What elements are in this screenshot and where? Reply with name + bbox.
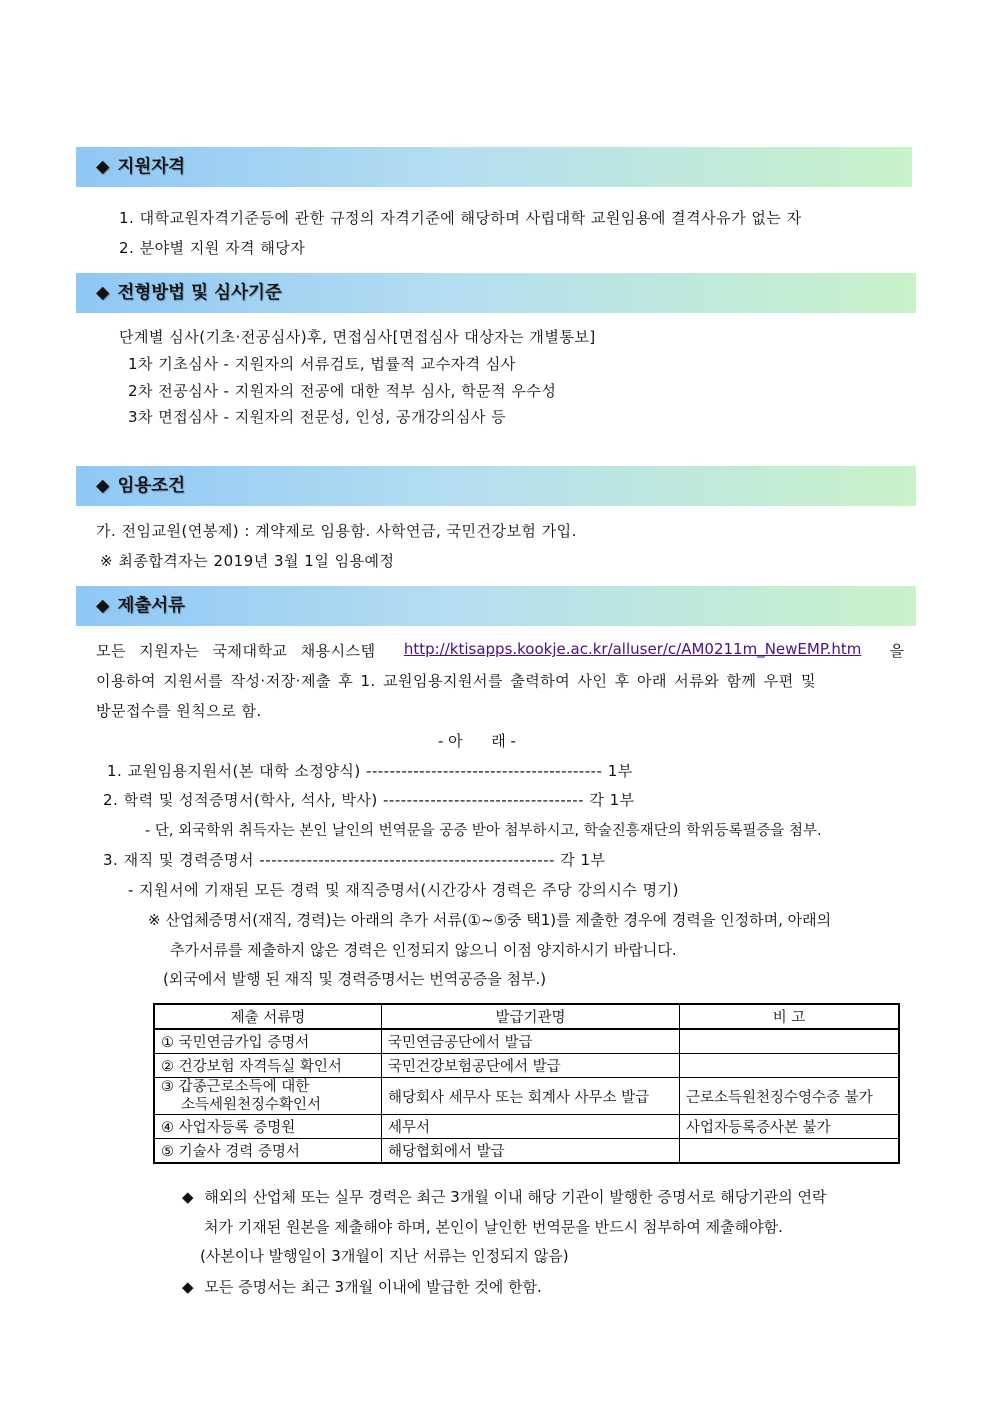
diamond-icon: ◆: [96, 476, 110, 496]
note-cell: [680, 1139, 900, 1164]
column-header: 제출 서류명: [154, 1004, 382, 1029]
table-row: [154, 1115, 899, 1139]
screening-step-3: 3차 면접심사 - 지원자의 전문성, 인성, 공개강의심사 등: [128, 408, 507, 426]
table-row: [154, 1139, 899, 1164]
screening-intro: 단계별 심사(기초·전공심사)후, 면접심사[면접심사 대상자는 개별통보]: [119, 328, 596, 346]
documents-paragraph-line-2: 이용하여 지원서를 작성·저장·제출 후 1. 교원임용지원서를 출력하여 사인 후 아래 서류와 함께 우편 및: [96, 672, 816, 690]
issuer-cell: 국민건강보험공단에서 발급: [382, 1054, 680, 1078]
diamond-bullet-icon: ◆: [182, 1188, 194, 1206]
screening-step-2: 2차 전공심사 - 지원자의 전공에 대한 적부 심사, 학문적 우수성: [128, 382, 557, 400]
diamond-icon: ◆: [96, 283, 110, 303]
overseas-note-line-1: 해외의 산업체 또는 실무 경력은 최근 3개월 이내 해당 기관이 발행한 증명서로 해당기관의 연락: [204, 1188, 827, 1206]
document-name-cell: ① 국민연금가입 증명서: [154, 1029, 382, 1054]
note-cell: 사업자등록증사본 불가: [680, 1115, 900, 1139]
document-name-cell: ② 건강보험 자격득실 확인서: [154, 1054, 382, 1078]
section-header-qualification: [76, 147, 912, 187]
conditions-line-2: ※ 최종합격자는 2019년 3월 1일 임용예정: [100, 552, 395, 570]
additional-documents-table: [153, 1003, 900, 1164]
diamond-bullet-icon: ◆: [182, 1278, 194, 1296]
diamond-icon: ◆: [96, 596, 110, 616]
document-name-cell: ④ 사업자등록 증명원: [154, 1115, 382, 1139]
section-title: 임용조건: [117, 476, 186, 496]
certificate-validity-text: 모든 증명서는 최근 3개월 이내에 발급한 것에 한함.: [204, 1278, 542, 1296]
document-list-item-3-note: - 지원서에 기재된 모든 경력 및 재직증명서(시간강사 경력은 주당 강의시수 명기): [128, 881, 679, 899]
column-header: 발급기관명: [382, 1004, 680, 1029]
table-row: [154, 1078, 899, 1115]
document-list-item-3: 3. 재직 및 경력증명서 -------------------------------------------------- 각 1부: [103, 851, 606, 869]
issuer-cell: 해당회사 세무사 또는 회계사 사무소 발급: [382, 1078, 680, 1115]
section-header-conditions: [76, 466, 916, 506]
foreign-certificate-note: (외국에서 발행 된 재직 및 경력증명서는 번역공증을 첨부.): [163, 970, 547, 988]
issuer-cell: 세무서: [382, 1115, 680, 1139]
qualification-item-2: 2. 분야별 지원 자격 해당자: [119, 239, 306, 257]
overseas-note-line-3: (사본이나 발행일이 3개월이 지난 서류는 인정되지 않음): [200, 1247, 569, 1265]
table-row: [154, 1054, 899, 1078]
documents-paragraph-line-1: [96, 640, 904, 661]
overseas-experience-note: [182, 1186, 826, 1207]
documents-paragraph-end: 을: [889, 642, 904, 660]
overseas-note-line-2: 처가 기재된 원본을 제출해야 하며, 본인이 날인한 번역문을 반드시 첨부하여 제출해야함.: [204, 1218, 783, 1236]
issuer-cell: 해당협회에서 발급: [382, 1139, 680, 1164]
document-list-item-1: 1. 교원임용지원서(본 대학 소정양식) ---------------------------------------- 1부: [107, 762, 633, 780]
document-name-line-1: ③ 갑종근로소득에 대한: [161, 1079, 310, 1095]
document-name-line-2: 소득세원천징수확인서: [181, 1097, 322, 1113]
certificate-validity-note: [182, 1276, 542, 1297]
notice-heading: - 아 래 -: [438, 732, 516, 750]
section-header-screening: [76, 273, 916, 313]
note-cell: [680, 1054, 900, 1078]
industrial-certificate-note-1: ※ 산업체증명서(재직, 경력)는 아래의 추가 서류(①~⑤중 택1)를 제출한 경우에 경력을 인정하며, 아래의: [148, 911, 832, 929]
issuer-cell: 국민연금공단에서 발급: [382, 1029, 680, 1054]
section-title: 전형방법 및 심사기준: [117, 283, 282, 303]
column-header: 비 고: [680, 1004, 900, 1029]
note-cell: 근로소득원천징수영수증 불가: [680, 1078, 900, 1115]
section-title: 제출서류: [117, 596, 186, 616]
table-row: [154, 1029, 899, 1054]
document-list-item-2-note: - 단, 외국학위 취득자는 본인 날인의 번역문을 공증 받아 첨부하시고, 학술진흥재단의 학위등록필증을 첨부.: [145, 823, 822, 839]
conditions-line-1: 가. 전임교원(연봉제) : 계약제로 임용함. 사학연금, 국민건강보험 가입.: [96, 522, 577, 540]
document-name-cell: [154, 1078, 382, 1115]
diamond-icon: ◆: [96, 157, 110, 177]
document-name-cell: ⑤ 기술사 경력 증명서: [154, 1139, 382, 1164]
screening-step-1: 1차 기초심사 - 지원자의 서류검토, 법률적 교수자격 심사: [128, 355, 516, 373]
documents-paragraph-start: 모든 지원자는 국제대학교 채용시스템: [96, 642, 376, 660]
note-cell: [680, 1029, 900, 1054]
recruitment-system-link[interactable]: http://ktisapps.kookje.ac.kr/alluser/c/AM0211m_NewEMP.htm: [403, 640, 862, 658]
table-header-row: [154, 1004, 899, 1029]
document-list-item-2: 2. 학력 및 성적증명서(학사, 석사, 박사) ---------------------------------- 각 1부: [103, 791, 635, 809]
documents-paragraph-line-3: 방문접수를 원칙으로 함.: [96, 702, 262, 720]
section-header-documents: [76, 586, 916, 626]
section-title: 지원자격: [117, 157, 186, 177]
qualification-item-1: 1. 대학교원자격기준등에 관한 규정의 자격기준에 해당하며 사립대학 교원임용에 결격사유가 없는 자: [119, 209, 802, 227]
industrial-certificate-note-2: 추가서류를 제출하지 않은 경력은 인정되지 않으니 이점 양지하시기 바랍니다.: [170, 941, 677, 959]
